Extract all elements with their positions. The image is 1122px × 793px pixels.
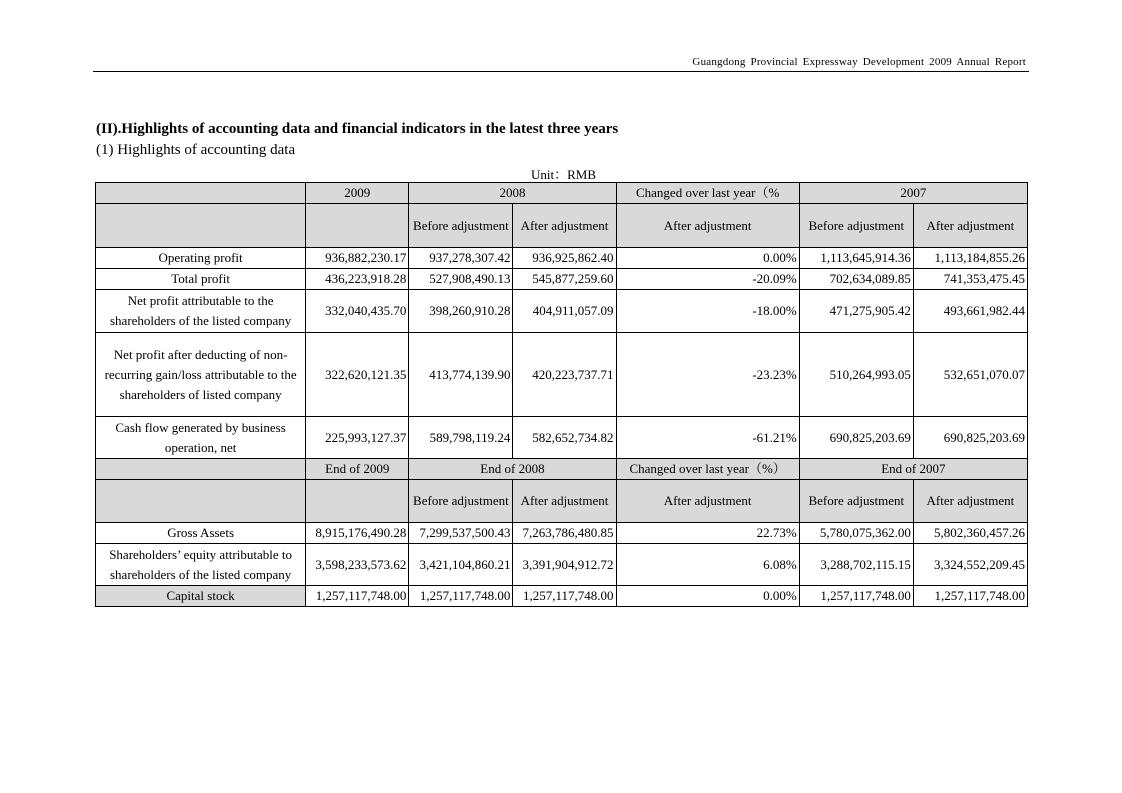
header-divider bbox=[93, 71, 1029, 72]
value-2007-after: 690,825,203.69 bbox=[913, 417, 1027, 459]
value-2007-before: 471,275,905.42 bbox=[799, 290, 913, 333]
value-2007-after: 1,113,184,855.26 bbox=[913, 248, 1027, 269]
value-change: -20.09% bbox=[616, 269, 799, 290]
value-2009: 225,993,127.37 bbox=[306, 417, 409, 459]
report-header: Guangdong Provincial Expressway Development 2009 Annual Report bbox=[692, 56, 1026, 68]
value-2008-after: 420,223,737.71 bbox=[513, 333, 616, 417]
table-row bbox=[96, 586, 1028, 607]
value-2009: 322,620,121.35 bbox=[306, 333, 409, 417]
value-2009: 332,040,435.70 bbox=[306, 290, 409, 333]
table-row bbox=[96, 290, 1028, 333]
value-2008-before: 527,908,490.13 bbox=[409, 269, 513, 290]
value-2008-before: 937,278,307.42 bbox=[409, 248, 513, 269]
value-2008-after: 936,925,862.40 bbox=[513, 248, 616, 269]
value-2007-after: 1,257,117,748.00 bbox=[913, 586, 1027, 607]
subheader-change-after-adjustment: After adjustment bbox=[616, 480, 799, 523]
value-2008-before: 398,260,910.28 bbox=[409, 290, 513, 333]
table2-subheader-row bbox=[96, 480, 1028, 523]
value-2007-before: 3,288,702,115.15 bbox=[799, 544, 913, 586]
table-row bbox=[96, 248, 1028, 269]
subheader-blank-cell bbox=[96, 204, 306, 248]
value-change: -61.21% bbox=[616, 417, 799, 459]
value-change: 22.73% bbox=[616, 523, 799, 544]
value-2008-before: 3,421,104,860.21 bbox=[409, 544, 513, 586]
subheader-after-adjustment: After adjustment bbox=[513, 204, 616, 248]
value-2007-before: 510,264,993.05 bbox=[799, 333, 913, 417]
row-label: Shareholders’ equity attributable to shareholders of the listed company bbox=[96, 544, 306, 586]
header-end-2008: End of 2008 bbox=[409, 459, 616, 480]
value-2009: 8,915,176,490.28 bbox=[306, 523, 409, 544]
header-changed: Changed over last year（%） bbox=[616, 459, 799, 480]
unit-label: Unit：RMB bbox=[531, 167, 597, 182]
header-end-2009: End of 2009 bbox=[306, 459, 409, 480]
value-2008-before: 589,798,119.24 bbox=[409, 417, 513, 459]
value-2007-after: 741,353,475.45 bbox=[913, 269, 1027, 290]
value-2008-before: 413,774,139.90 bbox=[409, 333, 513, 417]
subheader-change-after-adjustment: After adjustment bbox=[616, 204, 799, 248]
subheader-after-adjustment-2007: After adjustment bbox=[913, 204, 1027, 248]
subheader-before-adjustment-2007: Before adjustment bbox=[799, 480, 913, 523]
row-label: Net profit after deducting of non-recurring gain/loss attributable to the shareholders of listed company bbox=[96, 333, 306, 417]
header-end-2007: End of 2007 bbox=[799, 459, 1027, 480]
value-2009: 936,882,230.17 bbox=[306, 248, 409, 269]
table-row bbox=[96, 269, 1028, 290]
subheader-before-adjustment: Before adjustment bbox=[409, 480, 513, 523]
value-change: -18.00% bbox=[616, 290, 799, 333]
row-label: Total profit bbox=[96, 269, 306, 290]
value-change: 0.00% bbox=[616, 586, 799, 607]
table-row bbox=[96, 523, 1028, 544]
table-row bbox=[96, 417, 1028, 459]
subheader-blank-cell bbox=[306, 480, 409, 523]
row-label: Cash flow generated by business operation, net bbox=[96, 417, 306, 459]
value-2009: 3,598,233,573.62 bbox=[306, 544, 409, 586]
section-subtitle: (1) Highlights of accounting data bbox=[96, 142, 296, 158]
value-2007-before: 702,634,089.85 bbox=[799, 269, 913, 290]
value-2007-after: 3,324,552,209.45 bbox=[913, 544, 1027, 586]
value-2008-after: 3,391,904,912.72 bbox=[513, 544, 616, 586]
table1-subheader-row bbox=[96, 204, 1028, 248]
value-2007-after: 493,661,982.44 bbox=[913, 290, 1027, 333]
value-2008-after: 404,911,057.09 bbox=[513, 290, 616, 333]
subheader-after-adjustment: After adjustment bbox=[513, 480, 616, 523]
value-2008-after: 7,263,786,480.85 bbox=[513, 523, 616, 544]
value-2008-after: 1,257,117,748.00 bbox=[513, 586, 616, 607]
subheader-after-adjustment-2007: After adjustment bbox=[913, 480, 1027, 523]
row-label: Capital stock bbox=[96, 586, 306, 607]
value-2007-after: 5,802,360,457.26 bbox=[913, 523, 1027, 544]
header-blank-cell bbox=[96, 459, 306, 480]
value-2007-after: 532,651,070.07 bbox=[913, 333, 1027, 417]
value-2008-before: 7,299,537,500.43 bbox=[409, 523, 513, 544]
accounting-data-table bbox=[95, 182, 1028, 607]
row-label: Gross Assets bbox=[96, 523, 306, 544]
row-label: Operating profit bbox=[96, 248, 306, 269]
table2-header-row bbox=[96, 459, 1028, 480]
subheader-blank-cell bbox=[306, 204, 409, 248]
table-row bbox=[96, 544, 1028, 586]
header-2008: 2008 bbox=[409, 183, 616, 204]
value-2008-after: 582,652,734.82 bbox=[513, 417, 616, 459]
header-2007: 2007 bbox=[799, 183, 1027, 204]
value-2009: 436,223,918.28 bbox=[306, 269, 409, 290]
table1-header-row bbox=[96, 183, 1028, 204]
value-2007-before: 1,113,645,914.36 bbox=[799, 248, 913, 269]
value-2007-before: 5,780,075,362.00 bbox=[799, 523, 913, 544]
header-blank-cell bbox=[96, 183, 306, 204]
row-label: Net profit attributable to the shareholders of the listed company bbox=[96, 290, 306, 333]
value-2009: 1,257,117,748.00 bbox=[306, 586, 409, 607]
section-title: (II).Highlights of accounting data and financial indicators in the latest three years bbox=[96, 121, 619, 137]
value-2008-before: 1,257,117,748.00 bbox=[409, 586, 513, 607]
header-changed: Changed over last year（% bbox=[616, 183, 799, 204]
subheader-before-adjustment-2007: Before adjustment bbox=[799, 204, 913, 248]
table-row bbox=[96, 333, 1028, 417]
subheader-before-adjustment: Before adjustment bbox=[409, 204, 513, 248]
value-change: 6.08% bbox=[616, 544, 799, 586]
subheader-blank-cell bbox=[96, 480, 306, 523]
value-2007-before: 1,257,117,748.00 bbox=[799, 586, 913, 607]
header-2009: 2009 bbox=[306, 183, 409, 204]
value-change: -23.23% bbox=[616, 333, 799, 417]
value-change: 0.00% bbox=[616, 248, 799, 269]
value-2008-after: 545,877,259.60 bbox=[513, 269, 616, 290]
value-2007-before: 690,825,203.69 bbox=[799, 417, 913, 459]
